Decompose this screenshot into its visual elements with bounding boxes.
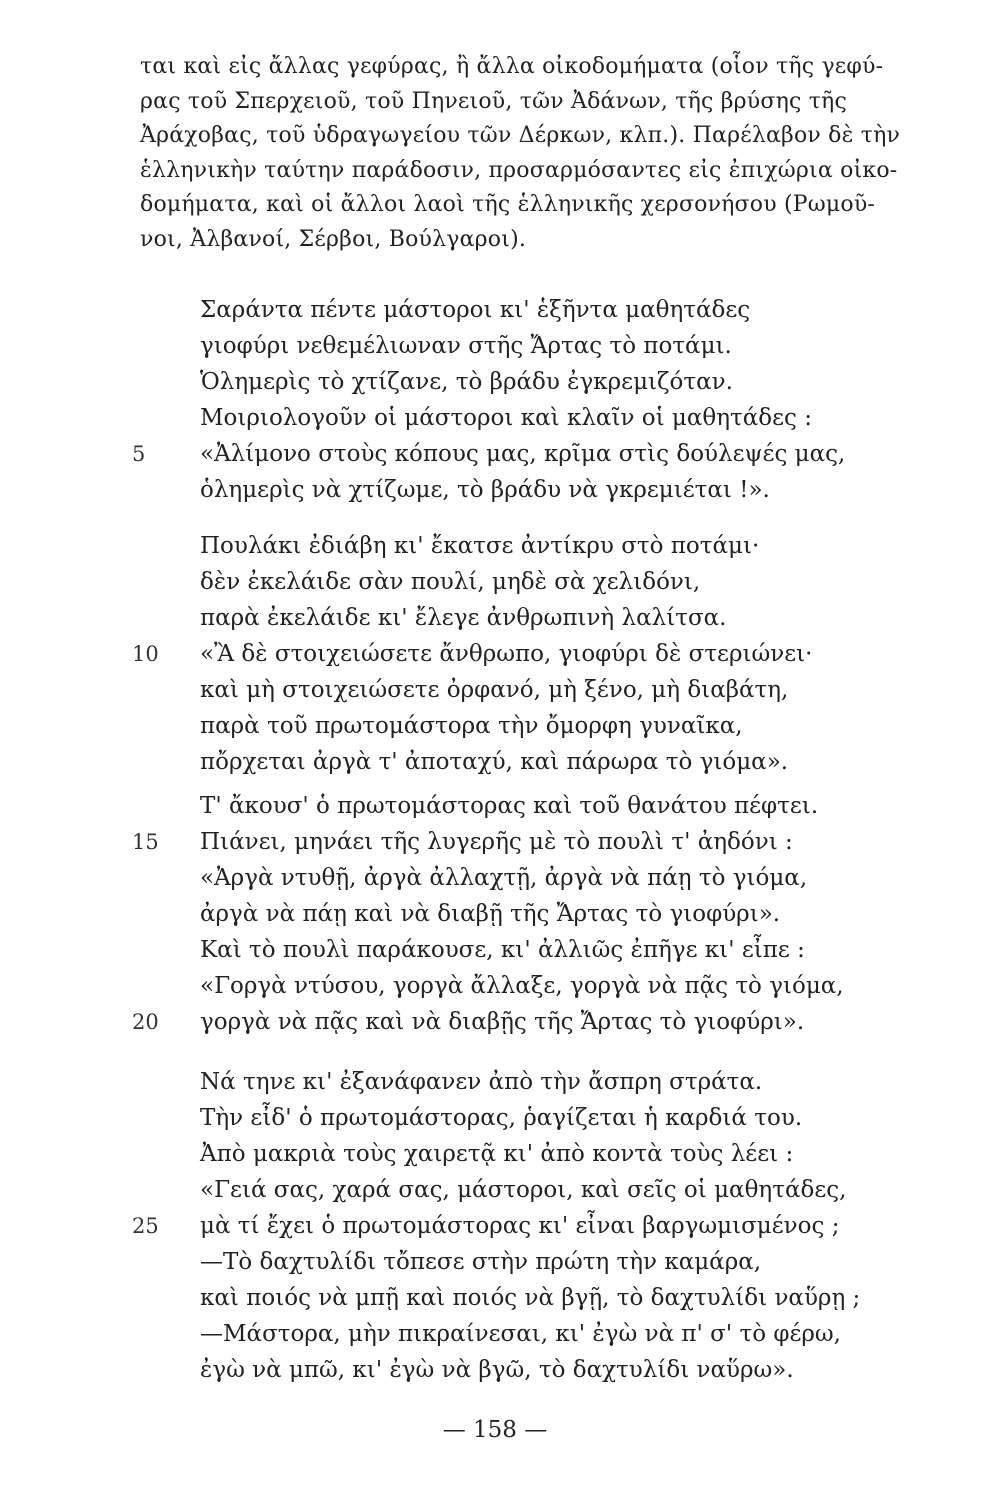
- poem-line-text: Ἀπὸ μακριὰ τοὺς χαιρετᾷ κι' ἀπὸ κοντὰ τοὺς λέει :: [200, 1141, 794, 1167]
- poem-line-text: παρὰ ἐκελάιδε κι' ἔλεγε ἀνθρωπινὴ λαλίτσα.: [200, 605, 727, 631]
- poem-line: [200, 1352, 920, 1388]
- poem-stanza: [132, 788, 920, 1040]
- poem-line: [200, 1280, 920, 1316]
- poem-line: [200, 672, 920, 708]
- poem-line-text: Πιάνει, μηνάει τῆς λυγερῆς μὲ τὸ πουλὶ τ' ἀηδόνι :: [200, 829, 793, 855]
- poem-line-text: «Γοργὰ ντύσου, γοργὰ ἄλλαξε, γοργὰ νὰ πᾷς τὸ γιόμα,: [200, 973, 844, 999]
- page-number: — 158 —: [442, 1417, 548, 1443]
- line-number: 25: [132, 1214, 159, 1238]
- poem-line: [132, 1208, 920, 1244]
- poem-line-text: «Γειά σας, χαρά σας, μάστοροι, καὶ σεῖς οἱ μαθητάδες,: [200, 1177, 847, 1203]
- poem-line-text: «Ἀλίμονο στοὺς κόπους μας, κρῖμα στὶς δούλεψές μας,: [200, 441, 846, 467]
- poem-line-text: παρὰ τοῦ πρωτομάστορα τὴν ὄμορφη γυναῖκα,: [200, 713, 743, 739]
- poem-line-text: Νά τηνε κι' ἐξανάφανεν ἀπὸ τὴν ἄσπρη στράτα.: [200, 1069, 763, 1095]
- prose-line: ται καὶ εἰς ἄλλας γεφύρας, ἢ ἄλλα οἰκοδομήματα (οἷον τῆς γεφύ-: [140, 54, 884, 79]
- poem-line: [200, 1100, 920, 1136]
- poem-line: [132, 436, 920, 472]
- poem-line-text: ὁλημερὶς νὰ χτίζωμε, τὸ βράδυ νὰ γκρεμιέται !».: [200, 477, 770, 503]
- poem-line-text: μὰ τί ἔχει ὁ πρωτομάστορας κι' εἶναι βαργωμισμένος ;: [200, 1213, 840, 1239]
- poem-line: [200, 600, 920, 636]
- poem-line: [200, 400, 920, 436]
- poem-line: [200, 744, 920, 780]
- poem-line: [200, 1136, 920, 1172]
- poem-line-text: ἐγὼ νὰ μπῶ, κι' ἐγὼ νὰ βγῶ, τὸ δαχτυλίδι ναὕρω».: [200, 1357, 794, 1383]
- poem-line: [200, 932, 920, 968]
- prose-line: δομήματα, καὶ οἱ ἄλλοι λαοὶ τῆς ἑλληνικῆς χερσονήσου (Ρωμοῦ-: [140, 192, 876, 217]
- poem-line: [200, 968, 920, 1004]
- poem-line-text: Πουλάκι ἐδιάβη κι' ἔκατσε ἀντίκρυ στὸ ποτάμι·: [200, 533, 760, 559]
- prose-line: Ἀράχοβας, τοῦ ὑδραγωγείου τῶν Δέρκων, κλπ.). Παρέλαβον δὲ τὴν: [140, 123, 901, 148]
- poem-line: [132, 636, 920, 672]
- prose-paragraph: [140, 50, 910, 257]
- poem-line-text: Τ' ἄκουσ' ὁ πρωτομάστορας καὶ τοῦ θανάτου πέφτει.: [200, 793, 819, 819]
- poem-line-text: ἀργὰ νὰ πάῃ καὶ νὰ διαβῇ τῆς Ἄρτας τὸ γιοφύρι».: [200, 901, 781, 927]
- poem-line: [200, 292, 920, 328]
- line-number: 20: [132, 1010, 159, 1034]
- poem-line-text: Καὶ τὸ πουλὶ παράκουσε, κι' ἀλλιῶς ἐπῆγε κι' εἶπε :: [200, 937, 805, 963]
- poem-stanza: [132, 292, 920, 508]
- prose-line: νοι, Ἀλβανοί, Σέρβοι, Βούλγαροι).: [140, 226, 527, 252]
- poem-line-text: —Μάστορα, μὴν πικραίνεσαι, κι' ἐγὼ νὰ π' σ' τὸ φέρω,: [200, 1321, 841, 1347]
- poem-line-text: «Ἂ δὲ στοιχειώσετε ἄνθρωπο, γιοφύρι δὲ στεριώνει·: [200, 641, 813, 667]
- poem-line: [200, 1172, 920, 1208]
- poem-line: [200, 708, 920, 744]
- poem-line: [200, 1244, 920, 1280]
- line-number: 15: [132, 830, 159, 854]
- poem-line-text: καὶ μὴ στοιχειώσετε ὀρφανό, μὴ ξένο, μὴ διαβάτη,: [200, 677, 789, 703]
- poem-line: [200, 860, 920, 896]
- poem-line: [200, 472, 920, 508]
- poem-line: [200, 896, 920, 932]
- poem-line-text: Μοιριολογοῦν οἱ μάστοροι καὶ κλαῖν οἱ μαθητάδες :: [200, 405, 812, 431]
- poem-line-text: καὶ ποιός νὰ μπῇ καὶ ποιός νὰ βγῇ, τὸ δαχτυλίδι ναὕρῃ ;: [200, 1285, 861, 1311]
- poem-line: [132, 1004, 920, 1040]
- poem-line-text: γοργὰ νὰ πᾷς καὶ νὰ διαβῇς τῆς Ἄρτας τὸ γιοφύρι».: [200, 1009, 805, 1035]
- poem-line: [132, 824, 920, 860]
- poem-stanza: [132, 528, 920, 780]
- poem-line: [200, 1316, 920, 1352]
- poem-line-text: Τὴν εἶδ' ὁ πρωτομάστορας, ῥαγίζεται ἡ καρδιά του.: [200, 1105, 803, 1131]
- poem-line-text: γιοφύρι νεθεμέλιωναν στῆς Ἄρτας τὸ ποτάμι.: [200, 333, 732, 359]
- poem-line-text: Ὁλημερὶς τὸ χτίζανε, τὸ βράδυ ἐγκρεμιζόταν.: [200, 369, 733, 395]
- line-number: 10: [132, 642, 159, 666]
- poem-line: [200, 788, 920, 824]
- prose-line: ρας τοῦ Σπερχειοῦ, τοῦ Πηνειοῦ, τῶν Ἀδάνων, τῆς βρύσης τῆς: [140, 88, 847, 114]
- line-number: 5: [132, 442, 146, 466]
- poem-line: [200, 564, 920, 600]
- poem-line-text: «Ἀργὰ ντυθῇ, ἀργὰ ἀλλαχτῇ, ἀργὰ νὰ πάῃ τὸ γιόμα,: [200, 865, 808, 891]
- poem-line: [200, 1064, 920, 1100]
- poem-line: [200, 328, 920, 364]
- poem-line: [200, 364, 920, 400]
- prose-line: ἑλληνικὴν ταύτην παράδοσιν, προσαρμόσαντες εἰς ἐπιχώρια οἰκο-: [140, 157, 898, 183]
- poem-line-text: δὲν ἐκελάιδε σὰν πουλί, μηδὲ σὰ χελιδόνι,: [200, 569, 701, 595]
- poem-line-text: —Τὸ δαχτυλίδι τὄπεσε στὴν πρώτη τὴν καμάρα,: [200, 1249, 762, 1275]
- poem-line-text: Σαράντα πέντε μάστοροι κι' ἑξῆντα μαθητάδες: [200, 297, 751, 323]
- poem-stanza: [132, 1064, 920, 1388]
- poem-line-text: πὄρχεται ἀργὰ τ' ἀποταχύ, καὶ πάρωρα τὸ γιόμα».: [200, 749, 789, 775]
- poem-line: [200, 528, 920, 564]
